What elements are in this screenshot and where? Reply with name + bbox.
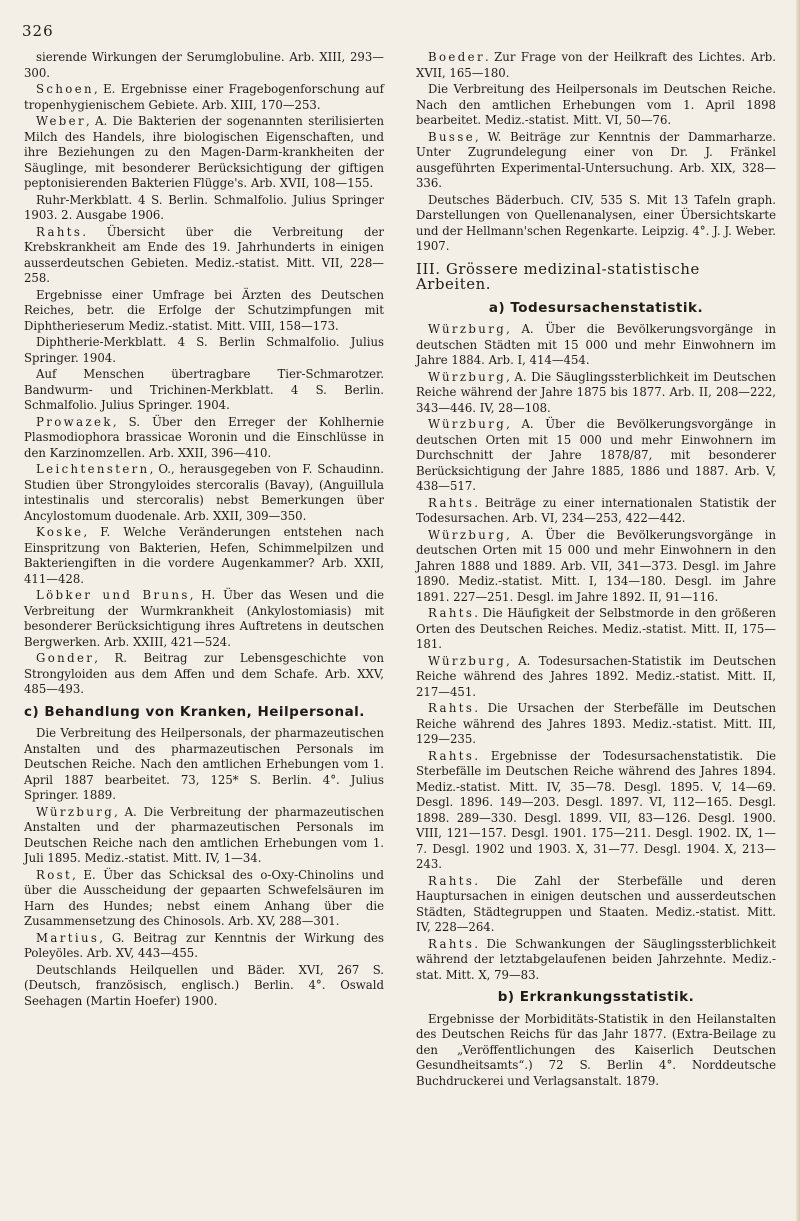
bibliography-entry	[24, 288, 384, 335]
entry-author: Schoen	[36, 82, 94, 96]
bibliography-entry	[24, 82, 384, 113]
entry-author: Martius	[36, 930, 100, 945]
entry-author: Prowazek	[36, 414, 113, 429]
entry-text: Diphtherie-Merkblatt. 4 S. Berlin Schmalfolio. Julius Springer. 1904.	[24, 335, 384, 365]
left-column	[24, 50, 384, 1010]
entry-text: . Die Häufigkeit der Selbstmorde in den größeren Orten des Deutschen Reiches. Mediz.-statist. Mitt. II, 175—181.	[416, 606, 776, 651]
bibliography-entry	[416, 606, 776, 653]
entry-text: , S. Über den Erreger der Kohlhernie Plasmodiophora brassicae Woronin und die Einschlüsse in den Karzinomzellen. Arb. XXII, 396—410.	[24, 414, 384, 460]
entry-text: , F. Welche Veränderungen entstehen nach Einspritzung von Bakterien, Hefen, Schimmelpilzen und Bakteriengiften in die vordere Augenkammer? Arb. XXII, 411—428.	[24, 525, 384, 586]
entry-text: Die Verbreitung des Heilpersonals im Deutschen Reiche. Nach den amtlichen Erhebungen vom 1. April 1898 bearbeitet. Mediz.-statist. Mitt. VI, 50—76.	[416, 82, 776, 127]
entry-text: Deutschlands Heilquellen und Bäder. XVI, 267 S. (Deutsch, französisch, englisch.) Berlin. 4°. Oswald Seehagen (Martin Hoefer) 1900.	[24, 962, 384, 1008]
bibliography-entry	[24, 588, 384, 650]
entry-text: , R. Beitrag zur Lebensgeschichte von Strongyloiden aus dem Affen und dem Schafe. Arb. XXV, 485—493.	[24, 651, 384, 696]
bibliography-entry	[416, 749, 776, 873]
entry-text: Ergebnisse einer Umfrage bei Ärzten des Deutschen Reiches, betr. die Erfolge der Schutzimpfungen mit Diphtherieserum Mediz.-statist. Mitt. VIII, 158—173.	[24, 287, 384, 333]
subsection-heading: a) Todesursachenstatistik.	[488, 299, 704, 316]
bibliography-entry	[24, 193, 384, 224]
entry-author: Würzburg	[36, 804, 115, 819]
entry-author: Busse	[428, 129, 476, 144]
page-number: 326	[22, 22, 54, 40]
bibliography-entry	[24, 225, 384, 287]
bibliography-entry	[416, 130, 776, 192]
bibliography-entry	[416, 701, 776, 748]
entry-text: . Zur Frage von der Heilkraft des Lichtes. Arb. XVII, 165—180.	[416, 50, 776, 80]
bibliography-entry	[24, 525, 384, 587]
entry-author: Rahts	[428, 748, 475, 763]
bibliography-entry	[24, 335, 384, 366]
entry-text: . Die Zahl der Sterbefälle und deren Hauptursachen in einigen deutschen und ausserdeutschen Städten, Städtegruppen und Staaten. Mediz.-statist. Mitt. IV, 228—264.	[416, 873, 776, 934]
entry-text: . Ergebnisse der Todesursachenstatistik. Die Sterbefälle im Deutschen Reiche während des Jahres 1894. Mediz.-statist. Mitt. IV, 35—78. Desgl. 1895. V, 14—69. Desgl. 1896. 149—203. Desgl. 1897. VI, 112—165. Desgl. 1898. 289—330. Desgl. 1899. VII, 83—126. Desgl. 1900. VIII, 121—157. Desgl. 1901. 175—211. Desgl. 1902. IX, 1—7. Desgl. 1902 und 1903. X, 31—77. Desgl. 1904. X, 213—243.	[416, 748, 776, 871]
bibliography-entry	[416, 874, 776, 936]
right-column	[416, 50, 776, 1090]
entry-author: Rahts	[428, 701, 475, 715]
entry-text: , W. Beiträge zur Kenntnis der Dammarharze. Unter Zugrundelegung einer von Dr. J. Fränkel ausgeführten Experimental-Untersuchung. Arb. XIX, 328—336.	[416, 129, 776, 190]
bibliography-entry	[24, 963, 384, 1010]
bibliography-entry	[416, 937, 776, 984]
entry-author: Koske	[36, 525, 84, 539]
entry-text: Ergebnisse der Morbiditäts-Statistik in den Heilanstalten des Deutschen Reichs für das Jahr 1877. (Extra-Beilage zu den „Veröffentlichungen des Kaiserlich Deutschen Gesundheitsamts“.) 72 S. Berlin 4°. Norddeutsche Buchdruckerei und Verlagsanstalt. 1879.	[416, 1011, 776, 1088]
subsection-heading: b) Erkrankungsstatistik.	[497, 989, 695, 1005]
entry-author: Würzburg	[428, 653, 507, 668]
entry-author: Rahts	[428, 495, 475, 510]
bibliography-entry	[24, 651, 384, 698]
entry-author: Rahts	[428, 936, 475, 951]
bibliography-entry	[24, 114, 384, 192]
bibliography-entry	[416, 1012, 776, 1090]
bibliography-entry	[24, 931, 384, 962]
entry-author: Rost	[36, 867, 73, 882]
entry-author: Rahts	[428, 873, 475, 888]
entry-author: Rahts	[36, 224, 83, 239]
entry-author: Würzburg	[428, 369, 507, 384]
entry-text: . Die Ursachen der Sterbefälle im Deutschen Reiche während des Jahres 1893. Mediz.-statist. Mitt. III, 129—235.	[416, 701, 776, 746]
subsection-heading: c) Behandlung von Kranken, Heilpersonal.	[24, 703, 365, 720]
bibliography-entry	[24, 367, 384, 414]
bibliography-entry	[416, 417, 776, 495]
entry-text: Die Verbreitung des Heilpersonals, der pharmazeutischen Anstalten und des pharmazeutischen Personals im Deutschen Reiche. Nach den amtlichen Erhebungen vom 1. April 1887 bearbeitet. 73, 125* S. Berlin. 4°. Julius Springer. 1889.	[24, 726, 384, 802]
bibliography-entry	[416, 50, 776, 81]
entry-text: Auf Menschen übertragbare Tier-Schmarotzer. Bandwurm- und Trichinen-Merkblatt. 4 S. Berlin. Schmalfolio. Julius Springer. 1904.	[24, 367, 384, 412]
bibliography-entry	[416, 82, 776, 129]
entry-text: . Übersicht über die Verbreitung der Krebskrankheit am Ende des 19. Jahrhunderts in einigen ausserdeutschen Gebieten. Mediz.-statist. Mitt. VII, 228—258.	[24, 224, 384, 285]
bibliography-entry	[24, 805, 384, 867]
entry-text: , A. Die Säuglingssterblichkeit im Deutschen Reiche während der Jahre 1875 bis 1877. Arb. II, 208—222, 343—446. IV, 28—108.	[416, 369, 776, 415]
bibliography-entry	[416, 654, 776, 701]
section-heading: III. Grössere medizinal-statistische Arbeiten.	[416, 260, 700, 293]
entry-author: Würzburg	[428, 527, 507, 542]
entry-text: , G. Beitrag zur Kenntnis der Wirkung des Poleyöles. Arb. XV, 443—455.	[24, 930, 384, 960]
bibliography-entry	[416, 528, 776, 606]
bibliography-entry	[24, 50, 384, 81]
entry-text: , E. Über das Schicksal des o-Oxy-Chinolins und über die Ausscheidung der gepaarten Schwefelsäuren im Harn des Hundes; nebst einem Anhang über die Zusammensetzung des Chinosols. Arb. XV, 288—301.	[24, 867, 384, 928]
bibliography-entry	[416, 370, 776, 417]
entry-text: . Die Schwankungen der Säuglingssterblichkeit während der letztabgelaufenen beiden Jahrzehnte. Mediz.-stat. Mitt. X, 79—83.	[416, 936, 776, 982]
entry-text: Ruhr-Merkblatt. 4 S. Berlin. Schmalfolio. Julius Springer 1903. 2. Ausgabe 1906.	[24, 192, 384, 222]
bibliography-entry	[24, 462, 384, 524]
bibliography-entry	[416, 496, 776, 527]
bibliography-entry	[24, 726, 384, 804]
entry-author: Würzburg	[428, 417, 507, 431]
bibliography-entry	[416, 322, 776, 369]
entry-text: , A. Über die Bevölkerungsvorgänge in deutschen Städten mit 15 000 und mehr Einwohnern im Jahre 1884. Arb. I, 414—454.	[416, 322, 776, 367]
entry-text: , A. Über die Bevölkerungsvorgänge in deutschen Orten mit 15 000 und mehr Einwohnern in den Jahren 1888 und 1889. Arb. VII, 341—373. Desgl. im Jahre 1890. Mediz.-statist. Mitt. I, 134—180. Desgl. im Jahre 1891. 227—251. Desgl. im Jahre 1892. II, 91—116.	[416, 527, 776, 604]
entry-text: , O., herausgegeben von F. Schaudinn. Studien über Strongyloides stercoralis (Bavay), (Anguillula intestinalis und stercoralis) nebst Bemerkungen über Ancylostomum duodenale. Arb. XXII, 309—350.	[24, 462, 384, 523]
entry-author: Boeder	[428, 50, 485, 64]
bibliography-entry	[24, 868, 384, 930]
entry-text: . Beiträge zu einer internationalen Statistik der Todesursachen. Arb. VI, 234—253, 422—442.	[416, 495, 776, 525]
entry-text: , A. Die Bakterien der sogenannten sterilisierten Milch des Handels, ihre biologischen Eigenschaften, und ihre Beziehungen zu den Magen-Darm-krankheiten der Säuglinge, mit besonderer Berücksichtigung der giftigen peptonisierenden Bakterien Flügge's. Arb. XVII, 108—155.	[24, 114, 384, 190]
entry-author: Weber	[36, 114, 86, 128]
bibliography-entry	[24, 415, 384, 462]
entry-author: Löbker und Bruns	[36, 588, 190, 602]
entry-author: Rahts	[428, 606, 475, 620]
entry-text: Deutsches Bäderbuch. CIV, 535 S. Mit 13 Tafeln graph. Darstellungen von Quellenanalysen, einer Übersichtskarte und der Hellmann'schen Regenkarte. Leipzig. 4°. J. J. Weber. 1907.	[416, 192, 776, 253]
entry-author: Würzburg	[428, 322, 507, 336]
entry-text: , A. Über die Bevölkerungsvorgänge in deutschen Orten mit 15 000 und mehr Einwohnern im Durchschnitt der Jahre 1878/87, mit besonderer Berücksichtigung der Jahre 1885, 1886 und 1887. Arb. V, 438—517.	[416, 417, 776, 493]
entry-text: , A. Todesursachen-Statistik im Deutschen Reiche während des Jahres 1892. Mediz.-statist. Mitt. II, 217—451.	[416, 653, 776, 699]
entry-author: Leichtenstern	[36, 462, 150, 476]
entry-text: , E. Ergebnisse einer Fragebogenforschung auf tropenhygienischem Gebiete. Arb. XIII, 170—253.	[24, 82, 384, 112]
entry-author: Gonder	[36, 651, 95, 665]
entry-text: , H. Über das Wesen und die Verbreitung der Wurmkrankheit (Ankylostomiasis) mit besonderer Berücksichtigung ihres Auftretens in deutschen Bergwerken. Arb. XXIII, 421—524.	[24, 588, 384, 649]
page-edge-shadow	[796, 0, 800, 1221]
bibliography-entry	[416, 193, 776, 255]
entry-text: sierende Wirkungen der Serumglobuline. Arb. XIII, 293—300.	[24, 50, 384, 80]
entry-text: , A. Die Verbreitung der pharmazeutischen Anstalten und der pharmazeutischen Personals im Deutschen Reiche nach den amtlichen Erhebungen vom 1. Juli 1895. Mediz.-statist. Mitt. IV, 1—34.	[24, 804, 384, 865]
